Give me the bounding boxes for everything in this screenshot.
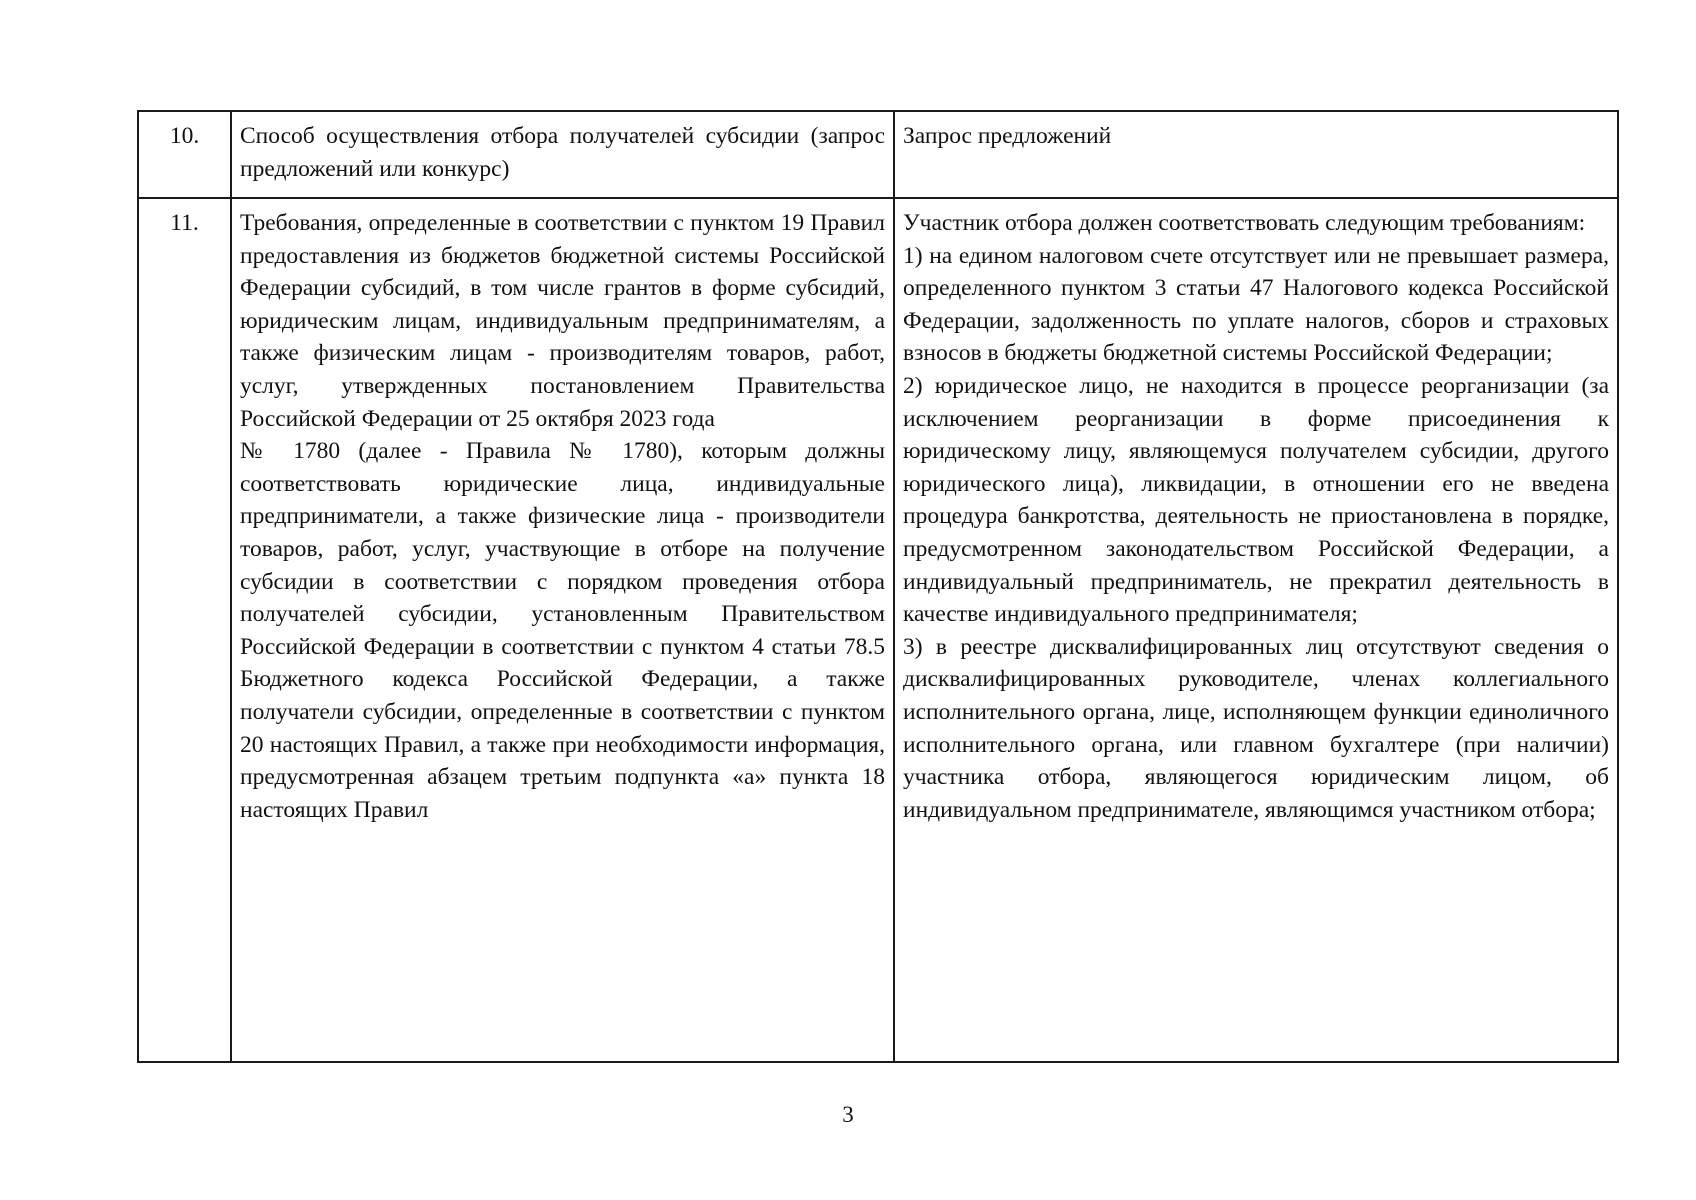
- page-number: 3: [842, 1102, 854, 1127]
- criterion-cell: Способ осуществления отбора получателей субсидии (запрос предложений или конкурс): [231, 111, 894, 198]
- criterion-paragraph: № 1780 (далее - Правила № 1780), которым должны соответствовать юридические лица, индивидуальные предприниматели, а также физические лица - производители товаров, работ, услуг, участвующие в отборе на получение субсидии в соответствии с порядком проведения отбора получателей субсидии, установленным Правительством Российской Федерации в соответствии с пунктом 4 статьи 78.5 Бюджетного кодекса Российской Федерации, а также получатели субсидии, определенные в соответствии с пунктом 20 настоящих Правил, а также при необходимости информация, предусмотренная абзацем третьим подпункта «а» пункта 18 настоящих Правил: [240, 438, 885, 823]
- row-number: 10.: [138, 111, 231, 198]
- requirement-item: 3) в реестре дисквалифицированных лиц отсутствуют сведения о дисквалифицированных руководителе, членах коллегиального исполнительного органа, лице, исполняющем функции единоличного исполнительного органа, или главном бухгалтере (при наличии) участника отбора, являющегося юридическим лицом, об индивидуальном предпринимателе, являющимся участником отбора;: [903, 633, 1609, 823]
- requirement-item: 1) на едином налоговом счете отсутствует или не превышает размера, определенного пунктом 3 статьи 47 Налогового кодекса Российской Федерации, задолженность по уплате налогов, сборов и страховых взносов в бюджеты бюджетной системы Российской Федерации;: [903, 242, 1609, 367]
- criterion-paragraph: Требования, определенные в соответствии с пунктом 19 Правил предоставления из бюджетов бюджетной системы Российской Федерации субсидий, в том числе грантов в форме субсидий, юридическим лицам, индивидуальным предпринимателям, а также физическим лицам - производителям товаров, работ, услуг, утвержденных постановлением Правительства Российской Федерации от 25 октября 2023 года: [240, 210, 885, 432]
- requirements-table: [137, 110, 1619, 1063]
- value-cell: [894, 198, 1618, 1062]
- requirement-item: 2) юридическое лицо, не находится в процессе реорганизации (за исключением реорганизации в форме присоединения к юридическому лицу, являющемуся получателем субсидии, другого юридического лица), ликвидации, в отношении его не введена процедура банкротства, деятельность не приостановлена в порядке, предусмотренном законодательством Российской Федерации, а индивидуальный предприниматель, не прекратил деятельность в качестве индивидуального предпринимателя;: [903, 372, 1609, 628]
- criterion-cell: [231, 198, 894, 1062]
- row-number: 11.: [138, 198, 231, 1062]
- table-row: [138, 198, 1618, 1062]
- value-cell: Запрос предложений: [894, 111, 1618, 198]
- requirements-intro: Участник отбора должен соответствовать следующим требованиям:: [903, 210, 1586, 236]
- table-row: [138, 111, 1618, 198]
